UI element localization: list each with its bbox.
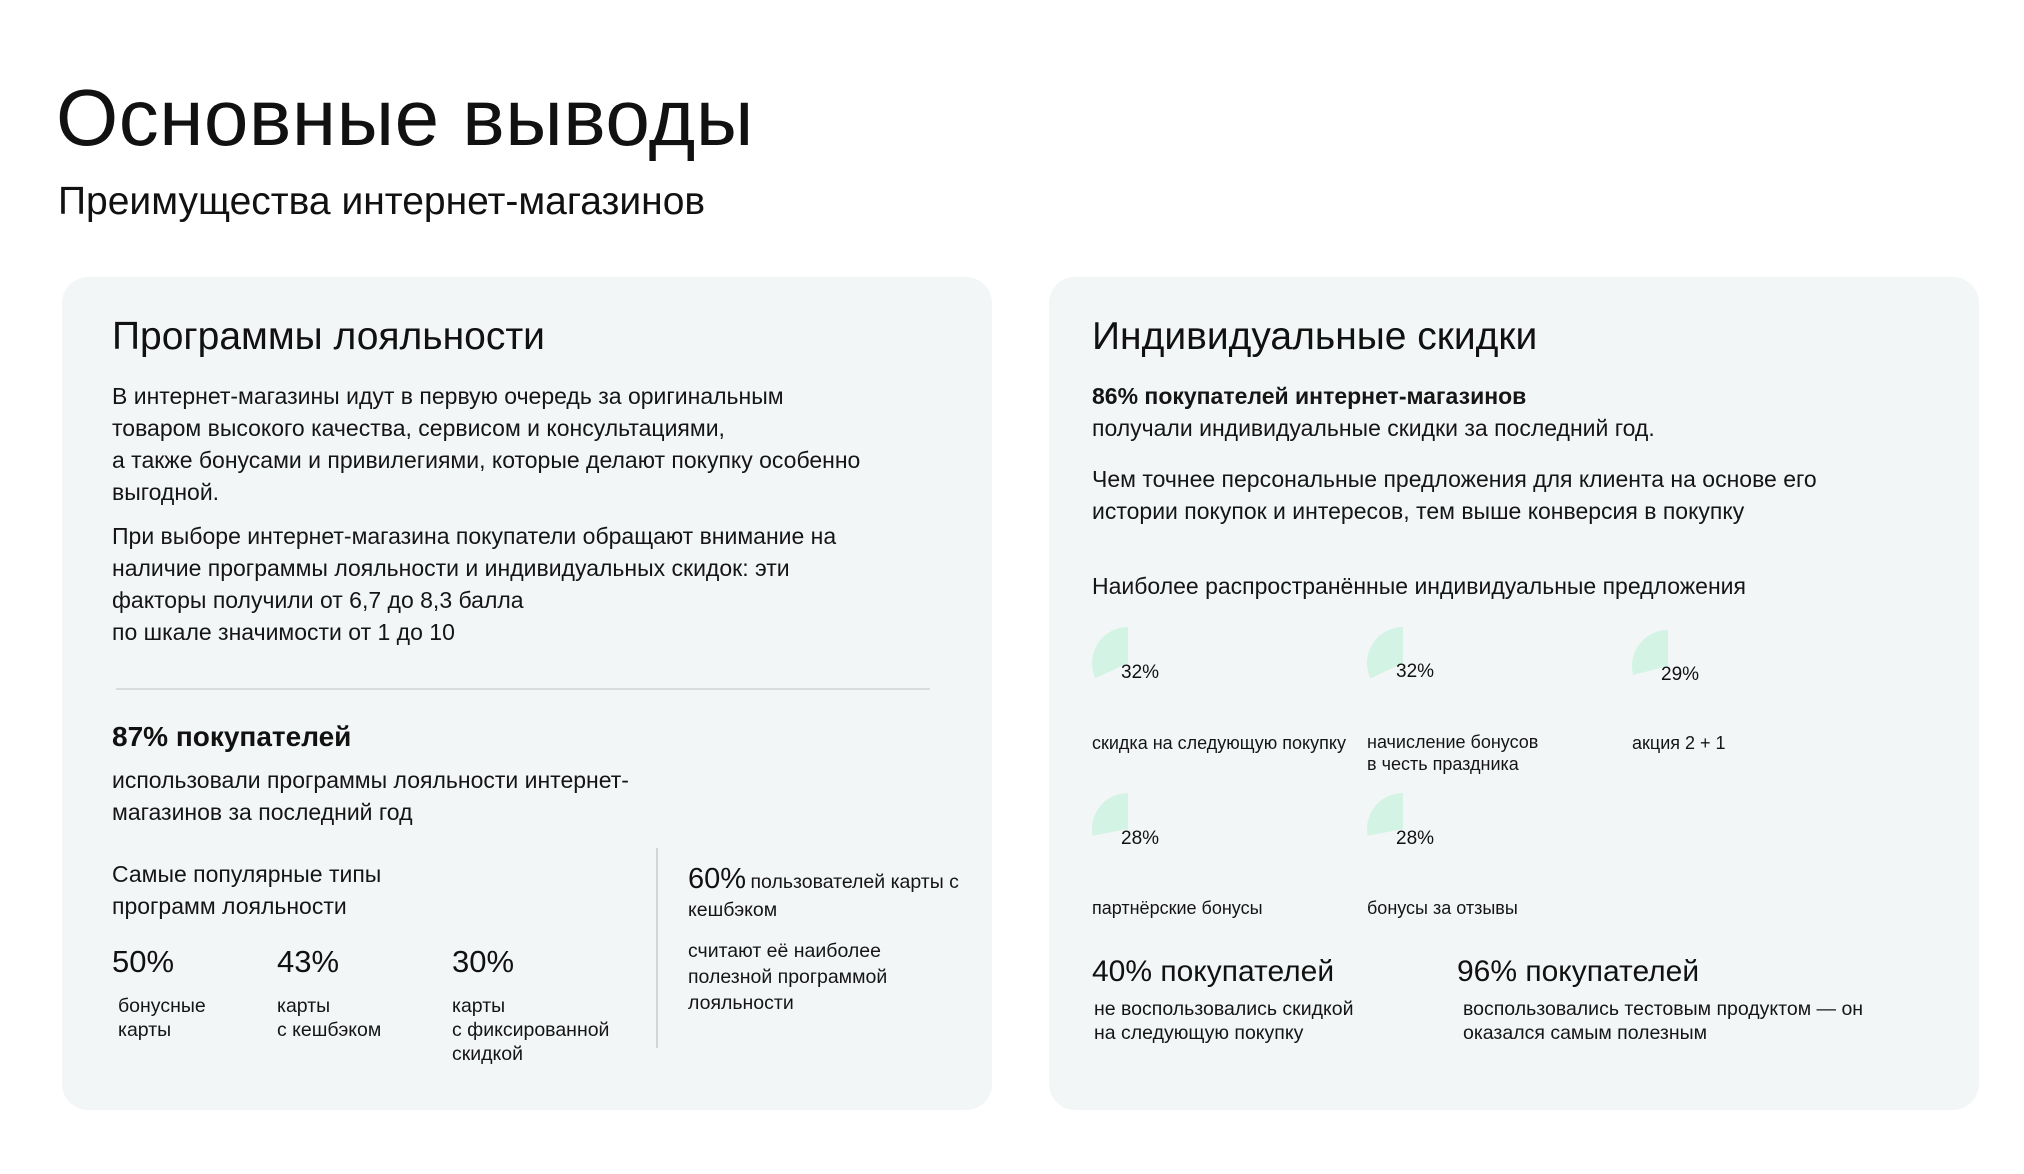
text-line: скидка на следующую покупку: [1092, 733, 1346, 753]
text-line: начисление бонусов: [1367, 732, 1539, 752]
text-line: лояльности: [688, 992, 794, 1014]
section-divider: [116, 688, 930, 690]
text-line: При выборе интернет-магазина покупатели обращают внимание на: [112, 523, 837, 549]
text-line: бонусы за отзывы: [1367, 898, 1518, 918]
text-line: наличие программы лояльности и индивидуальных скидок: эти: [112, 555, 790, 581]
cashback-pct: 60%: [688, 863, 747, 895]
bottom-stat-head: 40% покупателей: [1092, 955, 1335, 988]
cashback-head-1: пользователей карты с: [750, 871, 959, 893]
offer-pct: 32%: [1396, 661, 1435, 682]
loyalty-programs-card: [62, 277, 992, 1110]
page-subtitle: Преимущества интернет-магазинов: [58, 180, 706, 223]
bottom-stat-text: [1463, 997, 1863, 1045]
bottom-stat-head: 96% покупателей: [1457, 955, 1700, 988]
offer-label: [1367, 896, 1518, 920]
loyalty-type-label: [118, 994, 206, 1042]
text-line: воспользовались тестовым продуктом — он: [1463, 998, 1864, 1020]
loyalty-type-1: [112, 944, 206, 1042]
offer-4: [1092, 793, 1263, 918]
loyalty-type-pct: 43%: [277, 944, 340, 979]
offer-label: [1092, 731, 1346, 755]
individual-discounts-card: [1049, 277, 1979, 1110]
loyalty-type-2: [277, 944, 381, 1042]
loyalty-type-label: [452, 994, 609, 1066]
text-line: карты: [452, 995, 506, 1017]
text-line: скидкой: [452, 1043, 524, 1065]
cashback-head-2: кешбэком: [688, 899, 778, 921]
text-line: карты: [118, 1019, 172, 1041]
offer-label: [1632, 731, 1726, 755]
page-title: Основные выводы: [56, 73, 754, 162]
bottom-stat-2: [1457, 955, 1863, 1045]
text-line: с фиксированной: [452, 1019, 610, 1041]
text-line: факторы получили от 6,7 до 8,3 балла: [112, 587, 524, 613]
text-line: выгодной.: [112, 479, 220, 505]
text-line: с кешбэком: [277, 1019, 382, 1041]
text-line: акция 2 + 1: [1632, 733, 1726, 753]
loyalty-paragraph-2: [112, 520, 962, 648]
text-line: Чем точнее персональные предложения для клиента на основе его: [1092, 466, 1817, 492]
text-line: В интернет-магазины идут в первую очередь за оригинальным: [112, 383, 784, 409]
text-line: Самые популярные типы: [112, 861, 382, 887]
offer-pct: 28%: [1396, 828, 1435, 849]
loyalty-type-3: [452, 944, 609, 1066]
bottom-stat-1: [1092, 955, 1353, 1045]
discounts-heading: Индивидуальные скидки: [1092, 315, 1538, 358]
loyalty-stat-text: [112, 764, 712, 828]
discounts-paragraph: [1092, 463, 1952, 527]
offer-label: [1367, 731, 1538, 775]
text-line: использовали программы лояльности интернет-: [112, 767, 629, 793]
offer-1: [1092, 627, 1346, 753]
text-line: полезной программой: [688, 966, 888, 988]
text-line: истории покупок и интересов, тем выше конверсия в покупку: [1092, 498, 1745, 524]
loyalty-type-pct: 50%: [112, 944, 175, 979]
cashback-stat: [688, 865, 988, 1016]
offers-label: Наиболее распространённые индивидуальные предложения: [1092, 573, 1746, 599]
text-line: бонусные: [118, 995, 206, 1017]
text-line: считают её наиболее: [688, 940, 881, 962]
discounts-stat-text: получали индивидуальные скидки за последний год.: [1092, 415, 1655, 441]
text-line: по шкале значимости от 1 до 10: [112, 619, 455, 645]
offer-pct: 32%: [1121, 662, 1160, 683]
loyalty-type-pct: 30%: [452, 944, 515, 979]
bottom-stat-text: [1094, 997, 1353, 1045]
text-line: партнёрские бонусы: [1092, 898, 1263, 918]
offer-pct: 28%: [1121, 828, 1160, 849]
loyalty-type-label: [277, 994, 381, 1042]
offer-2: [1367, 627, 1539, 774]
offer-pct: 29%: [1661, 664, 1700, 685]
text-line: а также бонусами и привилегиями, которые делают покупку особенно: [112, 447, 861, 473]
text-line: оказался самым полезным: [1463, 1022, 1708, 1044]
text-line: не воспользовались скидкой: [1094, 998, 1354, 1020]
text-line: на следующую покупку: [1094, 1022, 1304, 1044]
text-line: карты: [277, 995, 331, 1017]
loyalty-stat-head: 87% покупателей: [112, 721, 352, 752]
text-line: в честь праздника: [1367, 754, 1519, 774]
vertical-divider: [656, 848, 658, 1048]
loyalty-heading: Программы лояльности: [112, 315, 545, 358]
offer-3: [1632, 630, 1726, 753]
loyalty-paragraph-1: [112, 380, 962, 508]
text-line: программ лояльности: [112, 893, 347, 919]
cashback-text: [688, 938, 988, 1016]
offer-label: [1092, 896, 1263, 920]
offer-5: [1367, 793, 1518, 918]
discounts-stat-head: 86% покупателей интернет-магазинов: [1092, 383, 1527, 409]
text-line: товаром высокого качества, сервисом и консультациями,: [112, 415, 725, 441]
text-line: магазинов за последний год: [112, 799, 413, 825]
loyalty-types-label: [112, 858, 512, 922]
